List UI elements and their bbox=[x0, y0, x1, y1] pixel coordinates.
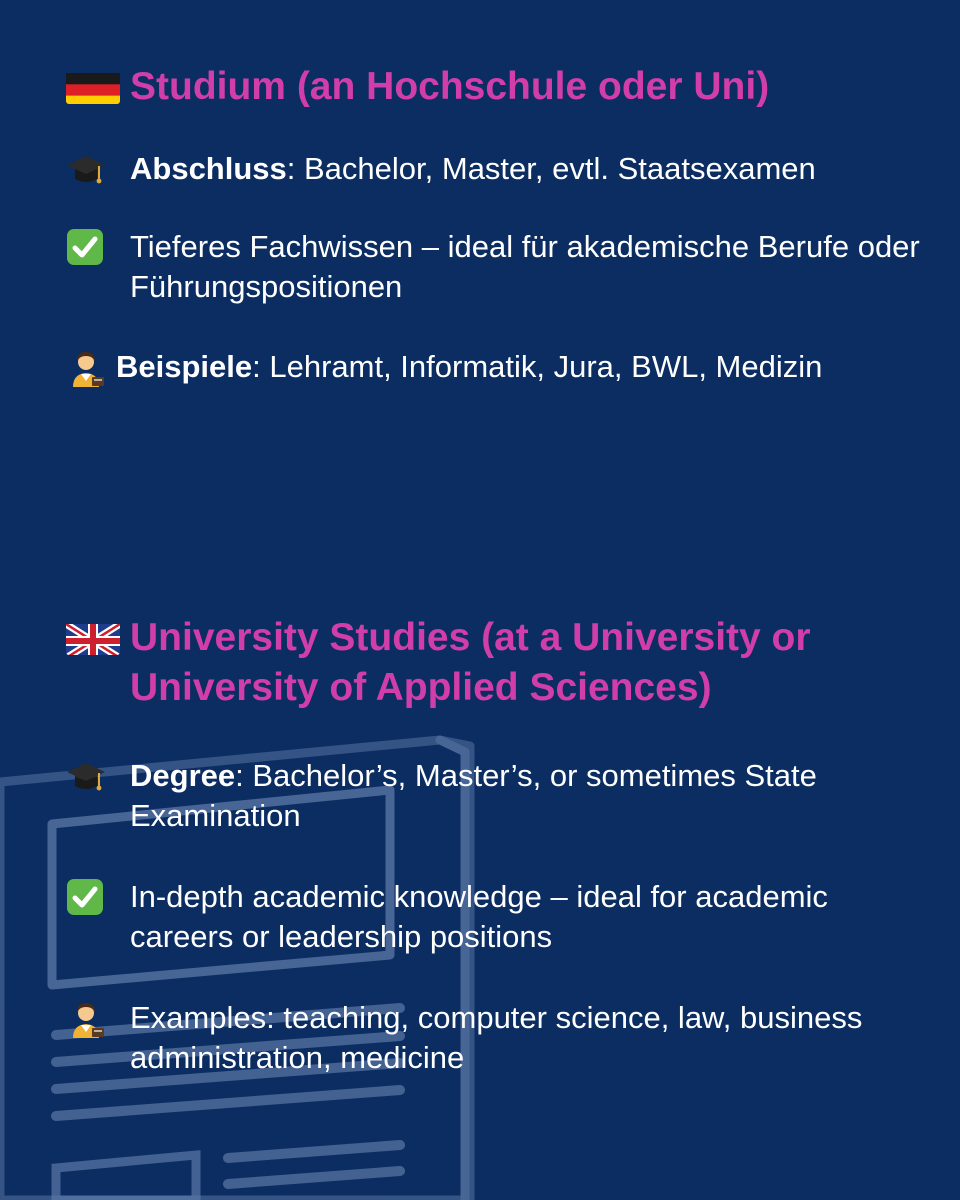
graduation-cap-icon bbox=[66, 149, 110, 189]
german-examples-label: Beispiele bbox=[116, 349, 253, 384]
german-examples-text: : Lehramt, Informatik, Jura, BWL, Medizin bbox=[252, 349, 823, 384]
english-examples-item bbox=[66, 998, 920, 1078]
teacher-icon bbox=[66, 998, 110, 1038]
check-mark-button-icon bbox=[66, 227, 110, 267]
united-kingdom-flag-icon bbox=[66, 621, 120, 655]
german-examples-item bbox=[66, 347, 920, 387]
english-degree-item bbox=[66, 756, 920, 836]
german-knowledge-text: Tieferes Fachwissen – ideal für akademische Berufe oder Führungspositionen bbox=[130, 229, 920, 304]
german-heading bbox=[66, 62, 920, 112]
english-degree-label: Degree bbox=[130, 758, 236, 793]
german-knowledge-item bbox=[66, 227, 920, 307]
germany-flag-icon bbox=[66, 70, 120, 104]
german-degree-label: Abschluss bbox=[130, 151, 287, 186]
english-section bbox=[66, 613, 920, 1078]
german-degree-text: : Bachelor, Master, evtl. Staatsexamen bbox=[286, 151, 816, 186]
english-degree-text: : Bachelor’s, Master’s, or sometimes State Examination bbox=[130, 758, 817, 833]
graduation-cap-icon bbox=[66, 756, 110, 796]
german-section bbox=[66, 62, 920, 387]
german-degree-item bbox=[66, 149, 920, 189]
english-knowledge-item bbox=[66, 877, 920, 957]
english-heading-text: University Studies (at a University or University of Applied Sciences) bbox=[130, 616, 811, 709]
english-knowledge-text: In-depth academic knowledge – ideal for academic careers or leadership positions bbox=[130, 879, 828, 954]
teacher-icon bbox=[66, 347, 106, 387]
english-heading bbox=[66, 613, 920, 713]
german-heading-text: Studium (an Hochschule oder Uni) bbox=[130, 65, 770, 108]
check-mark-button-icon bbox=[66, 877, 110, 917]
english-examples-text: Examples: teaching, computer science, law, business administration, medicine bbox=[130, 1000, 863, 1075]
